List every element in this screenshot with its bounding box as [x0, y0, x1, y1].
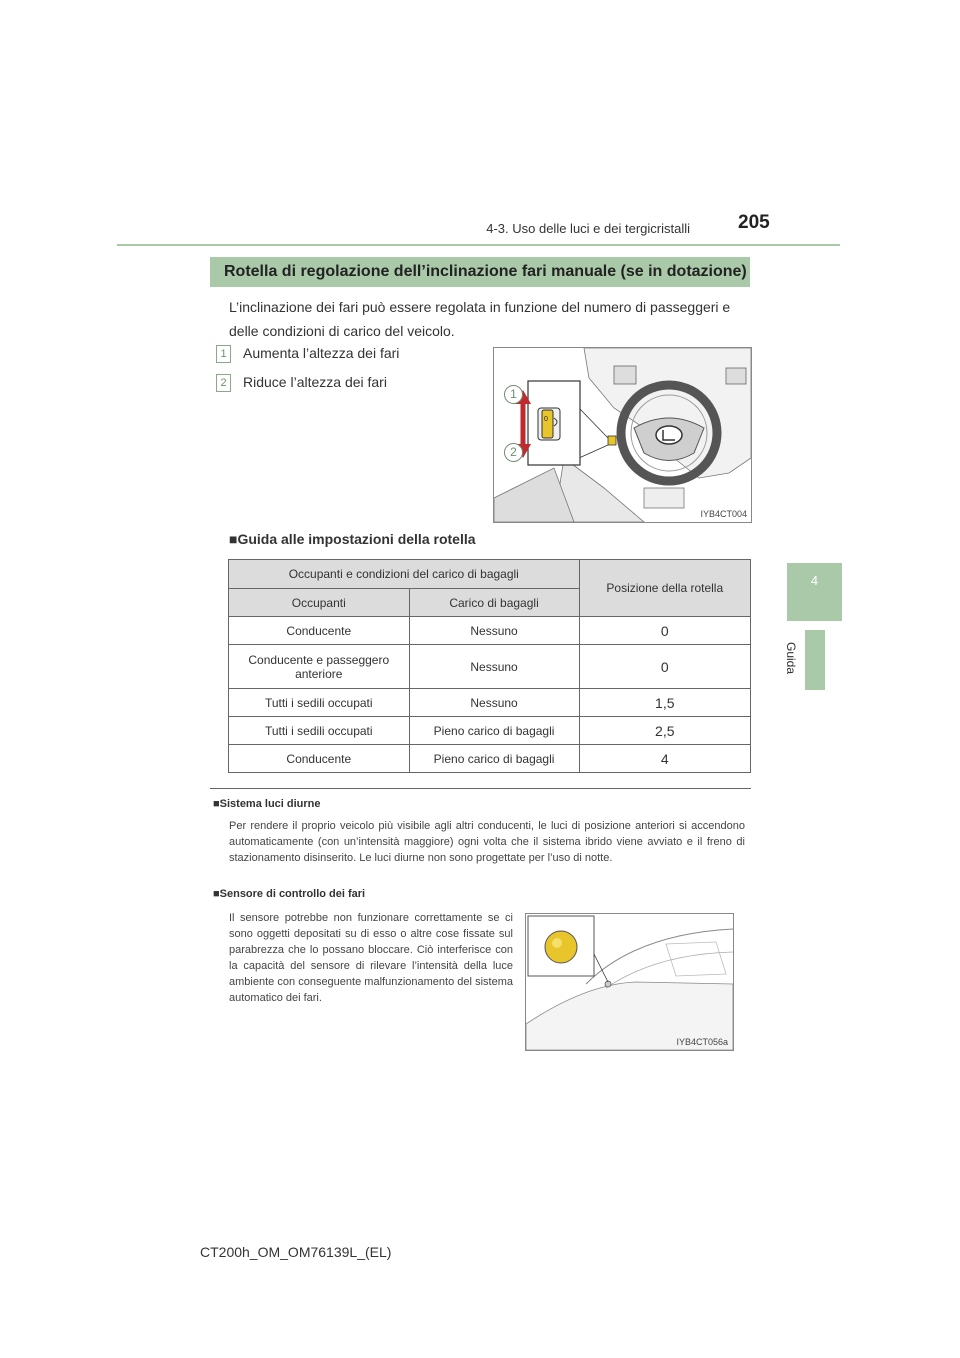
- dashboard-illustration: [494, 348, 751, 522]
- table-header-occupants: Occupanti: [229, 589, 410, 617]
- chapter-number: 4: [810, 573, 819, 588]
- cell-position: 0: [579, 617, 750, 645]
- dial-guide-heading: ■Guida alle impostazioni della rotella: [229, 531, 476, 547]
- drl-text: Per rendere il proprio veicolo più visibile agli altri conducenti, le luci di posizione anteriori si accendono automaticamente (con un’intensità maggiore) ogni volta che il sistema ibrido viene avviato e il freno di stazionamento disinserito. Le luci diurne non sono progettate per l’uso di notte.: [229, 820, 745, 864]
- headlight-dial-figure: [493, 347, 752, 523]
- sensor-heading: ■Sensore di controllo dei fari: [213, 888, 366, 900]
- cell-position: 4: [579, 745, 750, 773]
- table-header-load: Carico di bagagli: [409, 589, 579, 617]
- cell-position: 2,5: [579, 717, 750, 745]
- cell-occupants: Conducente: [229, 745, 410, 773]
- cell-occupants: Tutti i sedili occupati: [229, 717, 410, 745]
- cell-occupants-text: Conducente e passeggero anteriore: [248, 652, 390, 681]
- light-sensor-figure: [525, 913, 734, 1051]
- notes-divider: [210, 788, 751, 789]
- sensor-text: Il sensore potrebbe non funzionare correttamente se ci sono oggetti depositati su di esso o altre cose fissate sul parabrezza che lo possano bloccare. Ciò interferisce con la capacità del sensore di rilevare l’intensità della luce ambiente con conseguente malfunzionamento del sistema automatico dei fari.: [229, 912, 513, 1004]
- cell-occupants: Tutti i sedili occupati: [229, 689, 410, 717]
- figure1-code: IYB4CT004: [700, 509, 747, 519]
- table-row: [229, 717, 751, 745]
- svg-text:0: 0: [544, 416, 548, 423]
- cell-occupants: Conducente: [229, 617, 410, 645]
- dial-settings-table: [228, 559, 751, 773]
- table-header-position: Posizione della rotella: [579, 560, 750, 617]
- cell-load: Pieno carico di bagagli: [409, 745, 579, 773]
- table-row: [229, 645, 751, 689]
- step-badge-1: 1: [216, 345, 231, 363]
- page-number: 205: [738, 212, 770, 233]
- table-header-group: Occupanti e condizioni del carico di bagagli: [229, 560, 580, 589]
- drl-heading: ■Sistema luci diurne: [213, 798, 321, 810]
- figure2-code: IYB4CT056a: [676, 1037, 728, 1047]
- step-text-1: Aumenta l’altezza dei fari: [243, 345, 400, 361]
- callout-1: 1: [504, 385, 523, 404]
- cell-load: Nessuno: [409, 617, 579, 645]
- intro-paragraph: L’inclinazione dei fari può essere regolata in funzione del numero di passeggeri e delle condizioni di carico del veicolo.: [229, 299, 731, 339]
- header-divider: [117, 244, 840, 246]
- windshield-illustration: [526, 914, 733, 1050]
- header-section-title: 4-3. Uso delle luci e dei tergicristalli: [486, 221, 690, 236]
- callout-2: 2: [504, 443, 523, 462]
- cell-load: Nessuno: [409, 645, 579, 689]
- cell-position: 1,5: [579, 689, 750, 717]
- section-title: Rotella di regolazione dell’inclinazione fari manuale (se in dotazione): [210, 257, 750, 287]
- cell-position: 0: [579, 645, 750, 689]
- chapter-tab: [787, 563, 842, 621]
- cell-occupants: [229, 645, 410, 689]
- table-row: [229, 617, 751, 645]
- step-text-2: Riduce l’altezza dei fari: [243, 374, 387, 390]
- table-row: [229, 689, 751, 717]
- cell-load: Pieno carico di bagagli: [409, 717, 579, 745]
- chapter-label: Guida: [784, 641, 798, 675]
- chapter-tab-strip: [805, 630, 825, 690]
- document-code-footer: CT200h_OM_OM76139L_(EL): [200, 1244, 392, 1260]
- step-badge-2: 2: [216, 374, 231, 392]
- cell-load: Nessuno: [409, 689, 579, 717]
- table-row: [229, 745, 751, 773]
